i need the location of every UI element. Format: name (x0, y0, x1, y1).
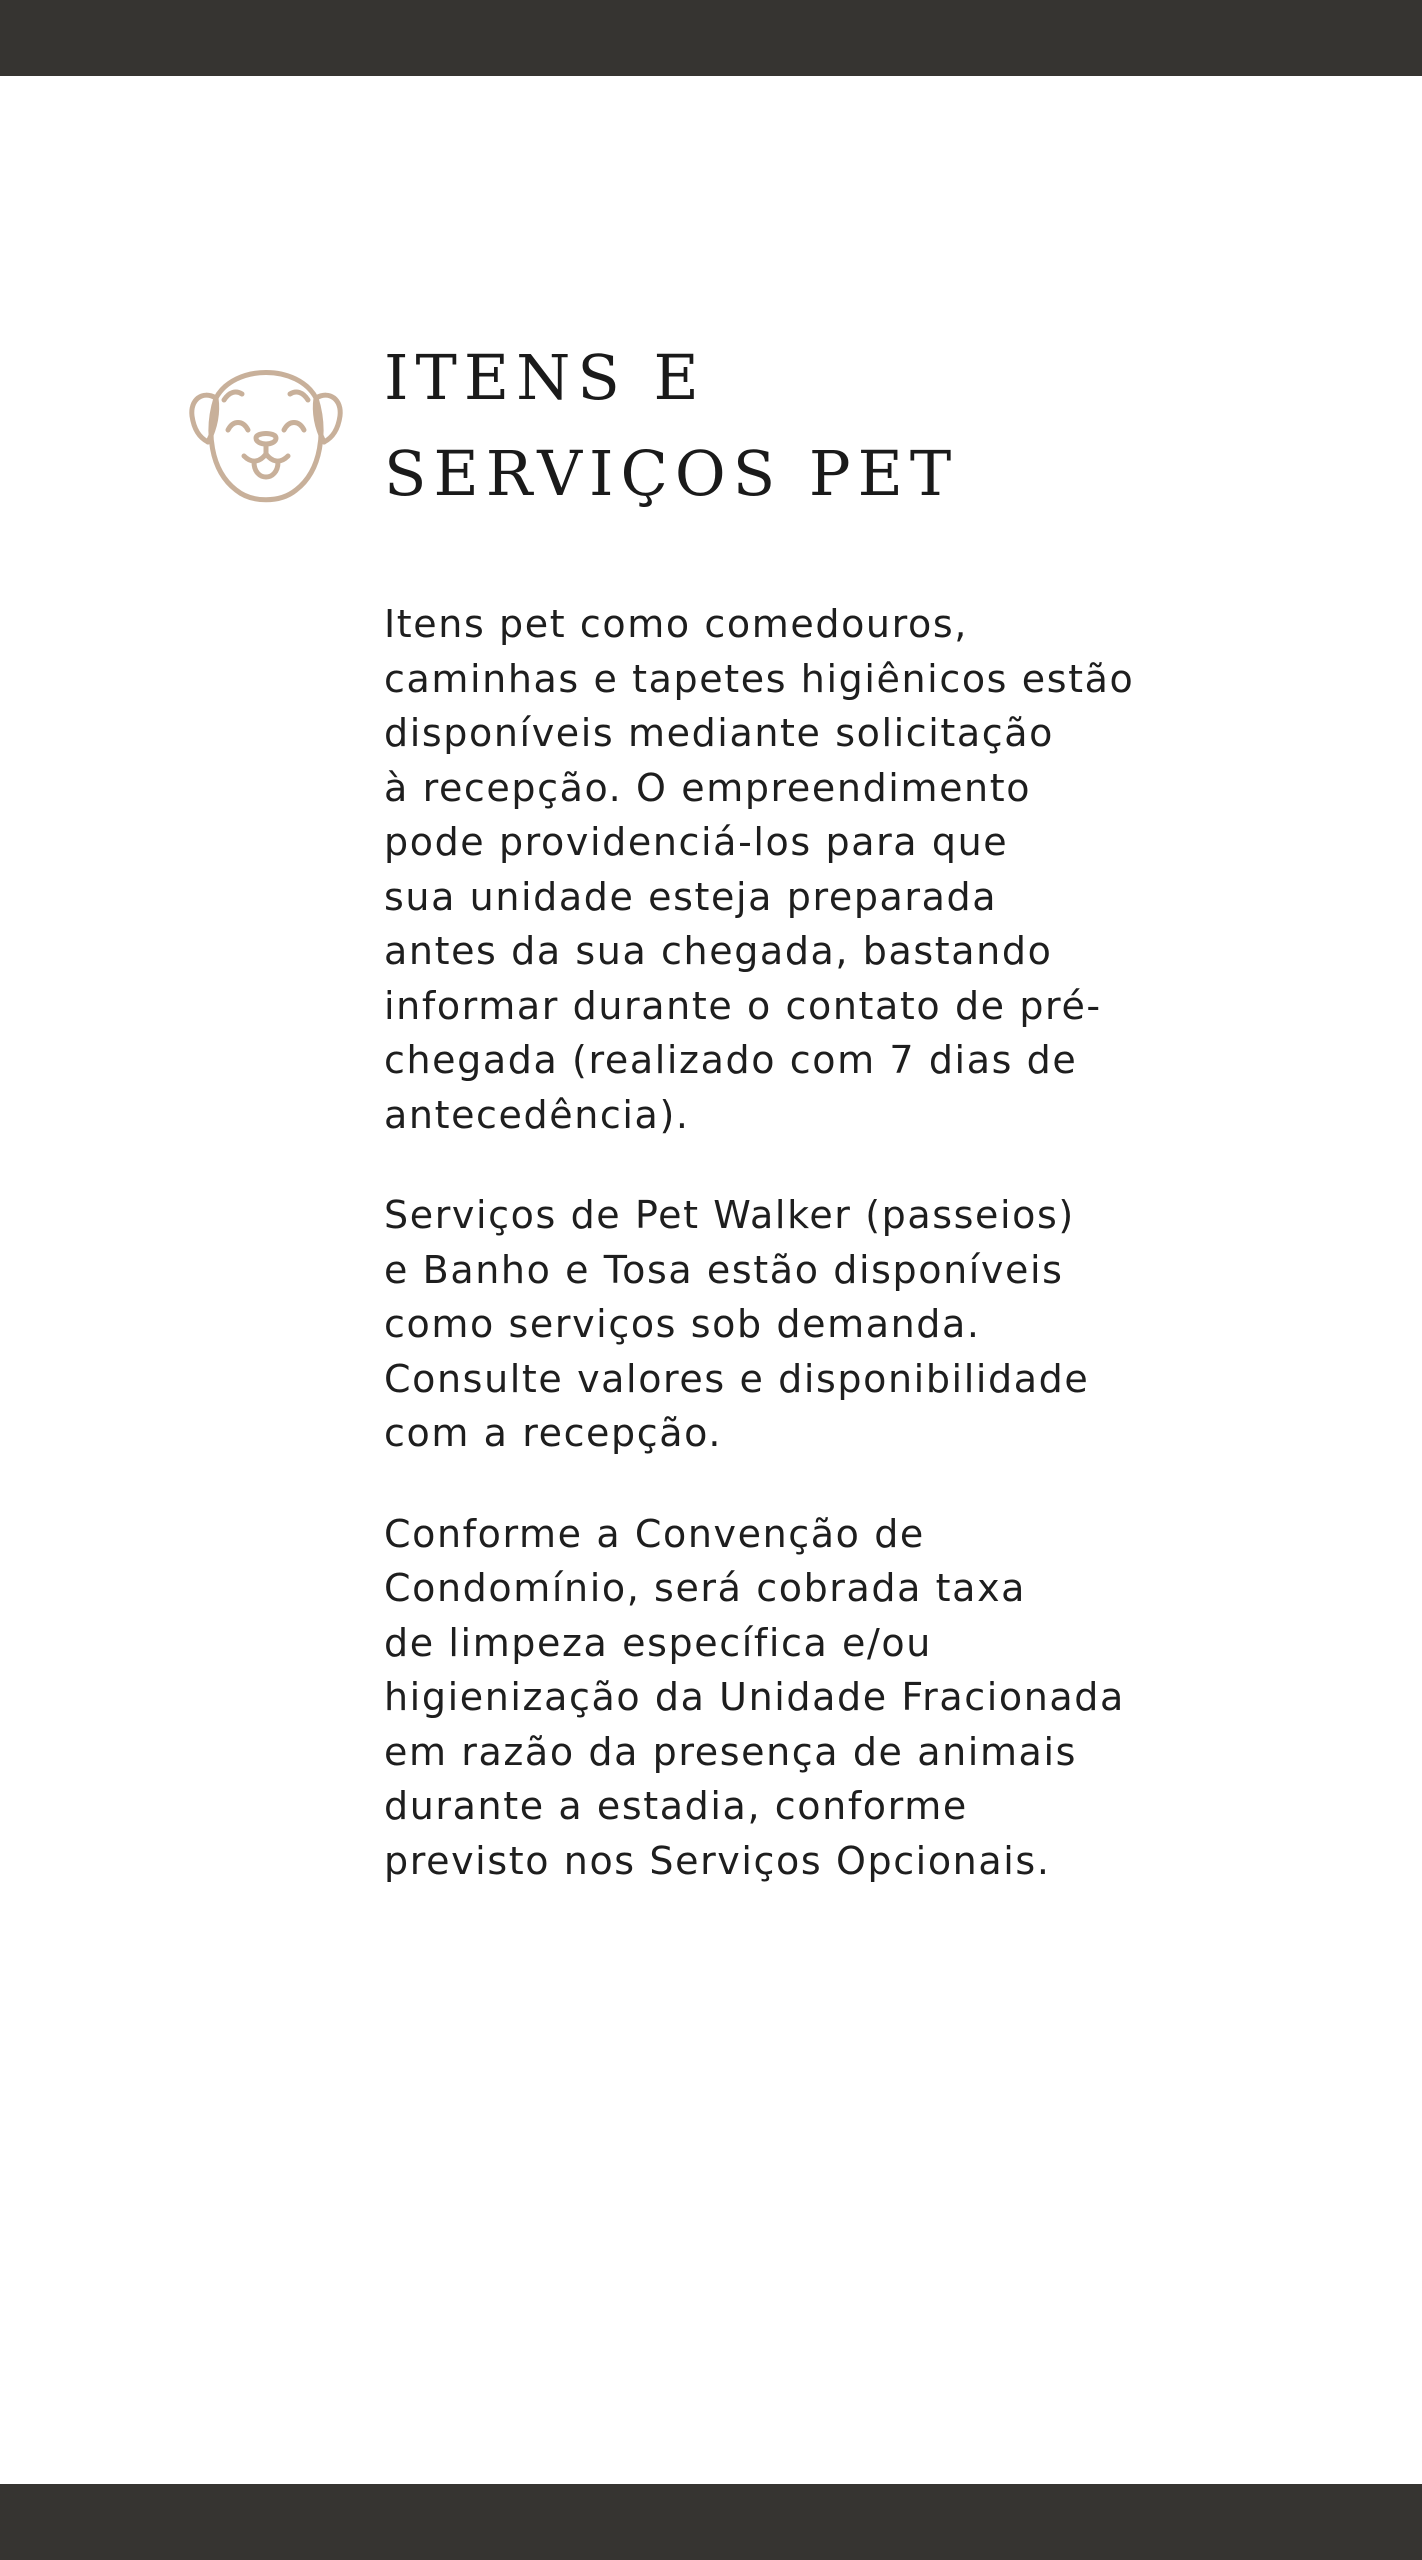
title-line: SERVIÇOS PET (384, 437, 959, 510)
text-line: Consulte valores e disponibilidade (384, 1356, 1090, 1401)
text-line: Itens pet como comedouros, (384, 602, 968, 646)
text-line: Condomínio, será cobrada taxa (384, 1566, 1027, 1610)
paragraph-cleaning-fee (384, 1507, 1284, 1889)
text-line: sua unidade esteja preparada (384, 874, 998, 919)
top-bar (0, 0, 1422, 76)
page-title (384, 330, 958, 522)
text-line: caminhas e tapetes higiênicos estão (384, 656, 1135, 701)
text-line: Serviços de Pet Walker (passeios) (384, 1193, 1075, 1237)
text-line: como serviços sob demanda. (384, 1302, 981, 1346)
text-line: à recepção. O empreendimento (384, 765, 1032, 810)
dog-icon (186, 360, 346, 510)
text-line: previsto nos Serviços Opcionais. (384, 1838, 1051, 1883)
text-line: de limpeza específica e/ou (384, 1620, 932, 1665)
text-line: higienização da Unidade Fracionada (384, 1675, 1125, 1719)
title-line: ITENS E (384, 341, 706, 414)
text-line: durante a estadia, conforme (384, 1784, 968, 1828)
text-line: pode providenciá-los para que (384, 820, 1009, 864)
text-line: Conforme a Convenção de (384, 1511, 925, 1556)
bottom-bar (0, 2484, 1422, 2560)
text-line: chegada (realizado com 7 dias de (384, 1038, 1078, 1082)
text-line: antes da sua chegada, bastando (384, 929, 1053, 973)
text-line: antecedência). (384, 1092, 690, 1137)
text-line: com a recepção. (384, 1411, 723, 1455)
text-line: informar durante o contato de pré- (384, 983, 1102, 1028)
text-line: em razão da presença de animais (384, 1729, 1078, 1774)
text-line: disponíveis mediante solicitação (384, 711, 1055, 755)
text-line: e Banho e Tosa estão disponíveis (384, 1247, 1064, 1292)
body-text (384, 597, 1284, 1934)
paragraph-pet-items (384, 597, 1284, 1142)
paragraph-pet-services (384, 1188, 1284, 1461)
